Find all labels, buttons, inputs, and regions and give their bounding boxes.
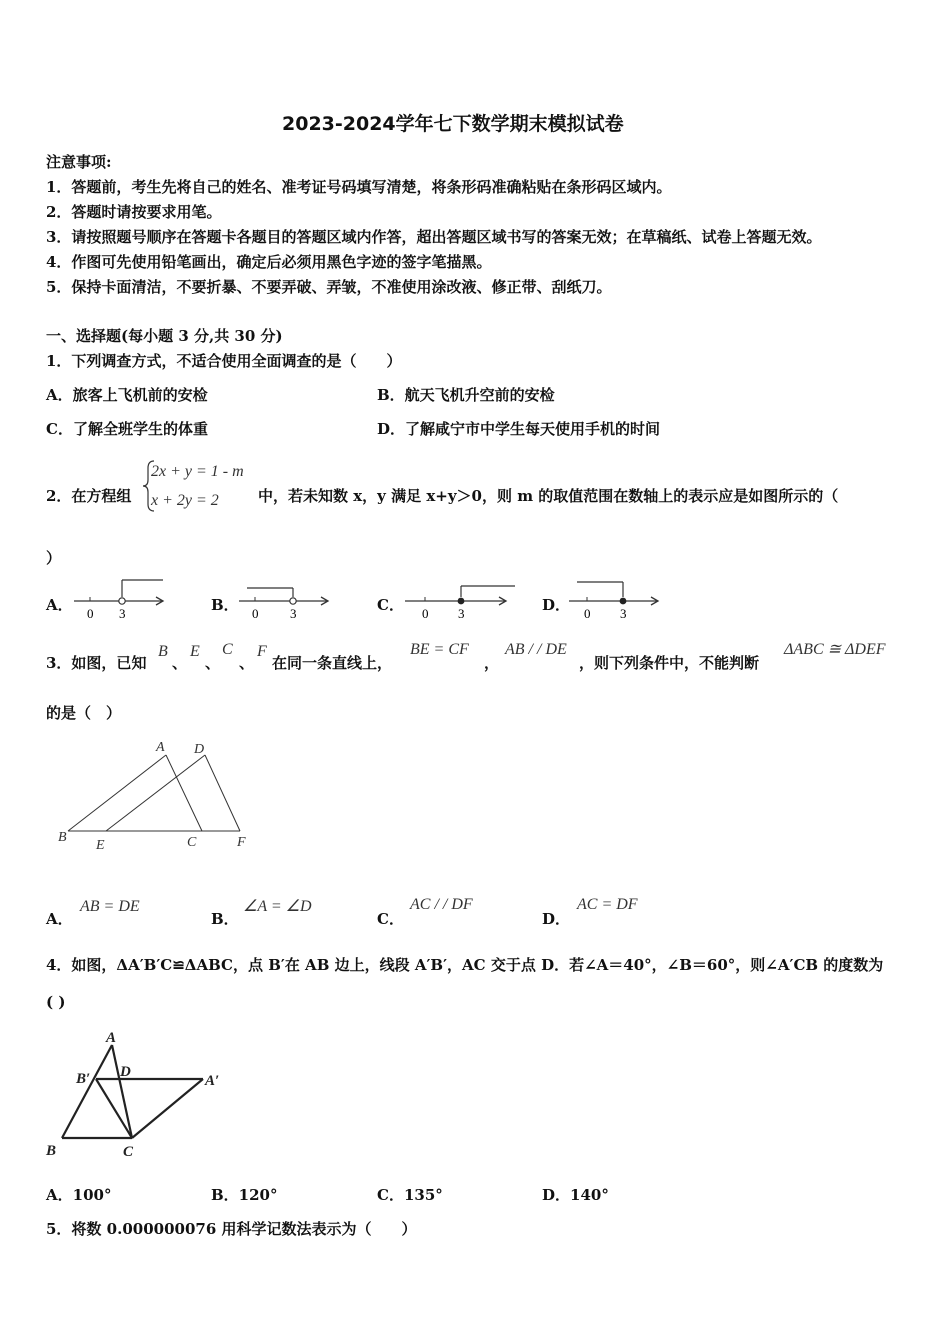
number-line-a	[72, 574, 170, 622]
q2-equation-1: 2x + y = 1 - m	[151, 463, 244, 480]
label-d: D	[120, 1064, 131, 1080]
label-c: C	[187, 835, 197, 850]
tick-label-3: 3	[620, 606, 627, 621]
q2-option-c: C．	[377, 596, 404, 614]
q3-comma: ，	[484, 654, 500, 672]
q1-option-a: A．旅客上飞机前的安检	[46, 386, 208, 404]
q3-condition-1: BE = CF	[410, 641, 469, 658]
q3-option-a-math: AB = DE	[80, 898, 140, 915]
q3-point-e: E	[190, 643, 200, 660]
q3-line-2: 的是（ ）	[46, 704, 122, 722]
q3-separator: 、	[239, 654, 255, 672]
q3-separator: 、	[205, 654, 221, 672]
tick-label-3: 3	[458, 606, 465, 621]
triangle-figure-q3	[50, 735, 260, 855]
q2-option-d: D．	[542, 596, 571, 614]
q4-paren: ( )	[46, 993, 66, 1011]
label-b: B	[58, 830, 67, 845]
notice-item: 2．答题时请按要求用笔。	[46, 203, 222, 221]
q3-option-b: B．	[211, 910, 239, 928]
q2-prefix: 2．在方程组	[46, 487, 132, 505]
q2-close: ）	[46, 549, 62, 567]
label-a: A	[156, 740, 165, 755]
q2-suffix: 中，若未知数 x，y 满足 x+y＞0，则 m 的取值范围在数轴上的表示应是如图所示的（	[258, 487, 839, 505]
label-f: F	[237, 835, 246, 850]
q3-option-c: C．	[377, 910, 404, 928]
label-b-prime: B′	[76, 1071, 91, 1087]
q4-stem: 4．如图，ΔA′B′C≌ΔABC，点 B′在 AB 边上，线段 A′B′，AC 交于点 D．若∠A＝40°，∠B＝60°，则∠A′CB 的度数为	[46, 956, 884, 974]
section-heading: 一、选择题(每小题 3 分,共 30 分)	[46, 327, 283, 345]
q3-option-b-math: ∠A = ∠D	[243, 898, 312, 915]
q3-point-c: C	[222, 641, 233, 658]
label-e: E	[96, 838, 105, 853]
q2-equation-2: x + 2y = 2	[151, 492, 219, 509]
q4-option-c: C．135°	[377, 1186, 443, 1204]
q4-option-d: D．140°	[542, 1186, 609, 1204]
notice-item: 1．答题前，考生先将自己的姓名、准考证号码填写清楚，将条形码准确粘贴在条形码区域内。	[46, 178, 672, 196]
q1-option-b: B．航天飞机升空前的安检	[377, 386, 555, 404]
q1-option-d: D．了解咸宁市中学生每天使用手机的时间	[377, 420, 661, 438]
notice-item: 3．请按照题号顺序在答题卡各题目的答题区域内作答，超出答题区域书写的答案无效；在草稿纸、试卷上答题无效。	[46, 228, 822, 246]
q5-stem: 5．将数 0.000000076 用科学记数法表示为（ ）	[46, 1220, 417, 1238]
label-d: D	[194, 742, 205, 757]
q3-option-d: D．	[542, 910, 571, 928]
q2-option-a: A．	[46, 596, 73, 614]
number-line-c	[403, 574, 521, 622]
page-title: 2023-2024学年七下数学期末模拟试卷	[282, 113, 624, 135]
notice-item: 4．作图可先使用铅笔画出，确定后必须用黑色字迹的签字笔描黑。	[46, 253, 492, 271]
q4-option-a: A．100°	[46, 1186, 112, 1204]
q3-point-f: F	[257, 643, 267, 660]
notice-heading: 注意事项:	[46, 153, 112, 171]
q3-point-b: B	[158, 643, 168, 660]
q3-prefix: 3．如图，已知	[46, 654, 147, 672]
tick-label-0: 0	[252, 606, 259, 621]
q3-congruence: ΔABC ≅ ΔDEF	[784, 641, 886, 658]
tick-label-0: 0	[422, 606, 429, 621]
q3-option-c-math: AC / / DF	[410, 896, 473, 913]
q4-option-b: B．120°	[211, 1186, 278, 1204]
q3-condition-2: AB / / DE	[505, 641, 567, 658]
q1-option-c: C．了解全班学生的体重	[46, 420, 208, 438]
q2-option-b: B．	[211, 596, 239, 614]
q3-separator: 、	[172, 654, 188, 672]
notice-item: 5．保持卡面清洁，不要折暴、不要弄破、弄皱，不准使用涂改液、修正带、刮纸刀。	[46, 278, 612, 296]
tick-label-3: 3	[290, 606, 297, 621]
q3-option-a: A．	[46, 910, 73, 928]
label-b: B	[46, 1143, 57, 1159]
number-line-b	[237, 574, 335, 622]
tick-label-0: 0	[87, 606, 94, 621]
tick-label-3: 3	[119, 606, 126, 621]
number-line-d	[567, 574, 665, 622]
label-a-prime: A′	[205, 1073, 220, 1089]
triangle-figure-q4	[40, 1025, 240, 1165]
tick-label-0: 0	[584, 606, 591, 621]
q3-option-d-math: AC = DF	[577, 896, 638, 913]
q3-mid-text: 在同一条直线上，	[272, 654, 393, 672]
q3-mid-text-2: ，则下列条件中，不能判断	[579, 654, 760, 672]
q1-stem: 1．下列调查方式，不适合使用全面调查的是（ ）	[46, 352, 402, 370]
label-a: A	[106, 1030, 117, 1046]
label-c: C	[123, 1144, 134, 1160]
